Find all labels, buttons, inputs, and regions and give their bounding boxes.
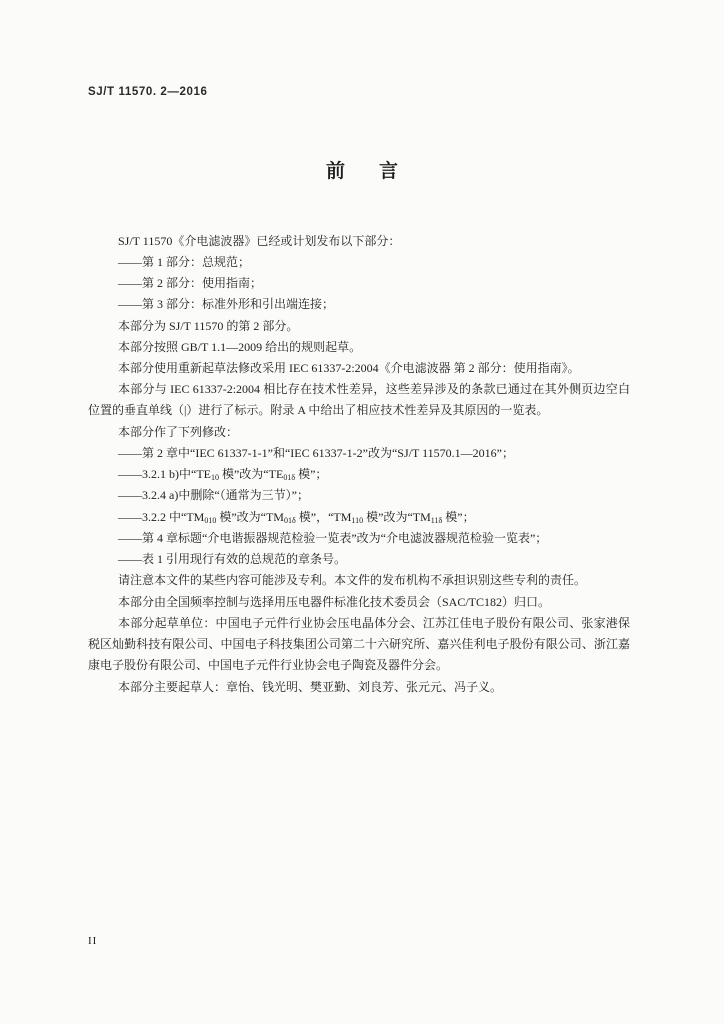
modification-text: 模”改为“TM (216, 509, 284, 524)
modification-item: ——第 4 章标题“介电谐振器规范检验一览表”改为“介电滤波器规范检验一览表”； (118, 530, 548, 545)
page-number: II (88, 935, 98, 947)
series-part-item: ——第 3 部分：标准外形和引出端连接； (118, 297, 335, 312)
standard-code-header: SJ/T 11570. 2—2016 (88, 86, 208, 98)
modification-text: 模”，“TM (295, 509, 352, 524)
series-part-item: ——第 1 部分：总规范； (118, 254, 251, 269)
modifications-intro: 本部分作了下列修改： (118, 424, 239, 439)
technical-differences-paragraph-line: 本部分与 IEC 61337-2:2004 相比存在技术性差异，这些差异涉及的条款已通过在其外侧页边空白 (118, 382, 630, 397)
modification-item: ——3.2.4 a)中删除“（通常为三节）”； (118, 488, 309, 503)
modification-text: ——3.2.2 中“TM (118, 509, 205, 524)
modification-text: 模”改为“TE (218, 467, 284, 482)
patent-notice: 请注意本文件的某些内容可能涉及专利。本文件的发布机构不承担识别这些专利的责任。 (118, 573, 587, 588)
modification-text: 模”； (295, 467, 328, 482)
modification-item: ——表 1 引用现行有效的总规范的章条号。 (118, 552, 347, 567)
modification-text: 模”改为“TM (363, 509, 431, 524)
modification-item (88, 464, 630, 485)
mode-subscript: 010 (204, 515, 217, 525)
mode-subscript: 01δ (283, 515, 296, 525)
mode-subscript: 11δ (430, 515, 443, 525)
series-part-item: ——第 2 部分：使用指南； (118, 276, 263, 291)
drafting-organizations-line: 本部分起草单位：中国电子元件行业协会压电晶体分会、江苏江佳电子股份有限公司、张家港保 (118, 615, 630, 630)
modification-text: ——3.2.1 b)中“TE (118, 467, 211, 482)
adoption-statement: 本部分使用重新起草法修改采用 IEC 61337-2:2004《介电滤波器 第 2 部分：使用指南》。 (118, 361, 580, 375)
drafters-statement: 本部分主要起草人：章怡、钱光明、樊亚勤、刘良芳、张元元、冯子义。 (118, 679, 503, 694)
committee-statement: 本部分由全国频率控制与选择用压电器件标准化技术委员会（SAC/TC182）归口。 (118, 594, 551, 609)
mode-subscript: 110 (351, 515, 364, 525)
page-title: 前言 (325, 161, 432, 182)
mode-subscript: 01δ (283, 473, 296, 483)
modification-item: ——第 2 章中“IEC 61337-1-1”和“IEC 61337-1-2”改为“SJ/T 11570.1—2016”； (118, 445, 514, 460)
modification-item (88, 507, 630, 528)
drafting-rules-statement: 本部分按照 GB/T 1.1—2009 给出的规则起草。 (118, 339, 362, 354)
part-statement: 本部分为 SJ/T 11570 的第 2 部分。 (118, 318, 299, 333)
foreword-body (88, 231, 630, 698)
technical-differences-paragraph-line: 位置的垂直单线（|）进行了标示。附录 A 中给出了相应技术性差异及其原因的一览表。 (88, 403, 549, 418)
modification-text: 模”； (442, 509, 475, 524)
series-intro-paragraph: SJ/T 11570《介电滤波器》已经或计划发布以下部分： (118, 233, 401, 248)
drafting-organizations-line: 税区灿勤科技有限公司、中国电子科技集团公司第二十六研究所、嘉兴佳利电子股份有限公司、浙江嘉 (88, 637, 630, 652)
mode-subscript: 10 (210, 473, 219, 483)
drafting-organizations-line: 康电子股份有限公司、中国电子元件行业协会电子陶瓷及器件分会。 (88, 658, 449, 673)
